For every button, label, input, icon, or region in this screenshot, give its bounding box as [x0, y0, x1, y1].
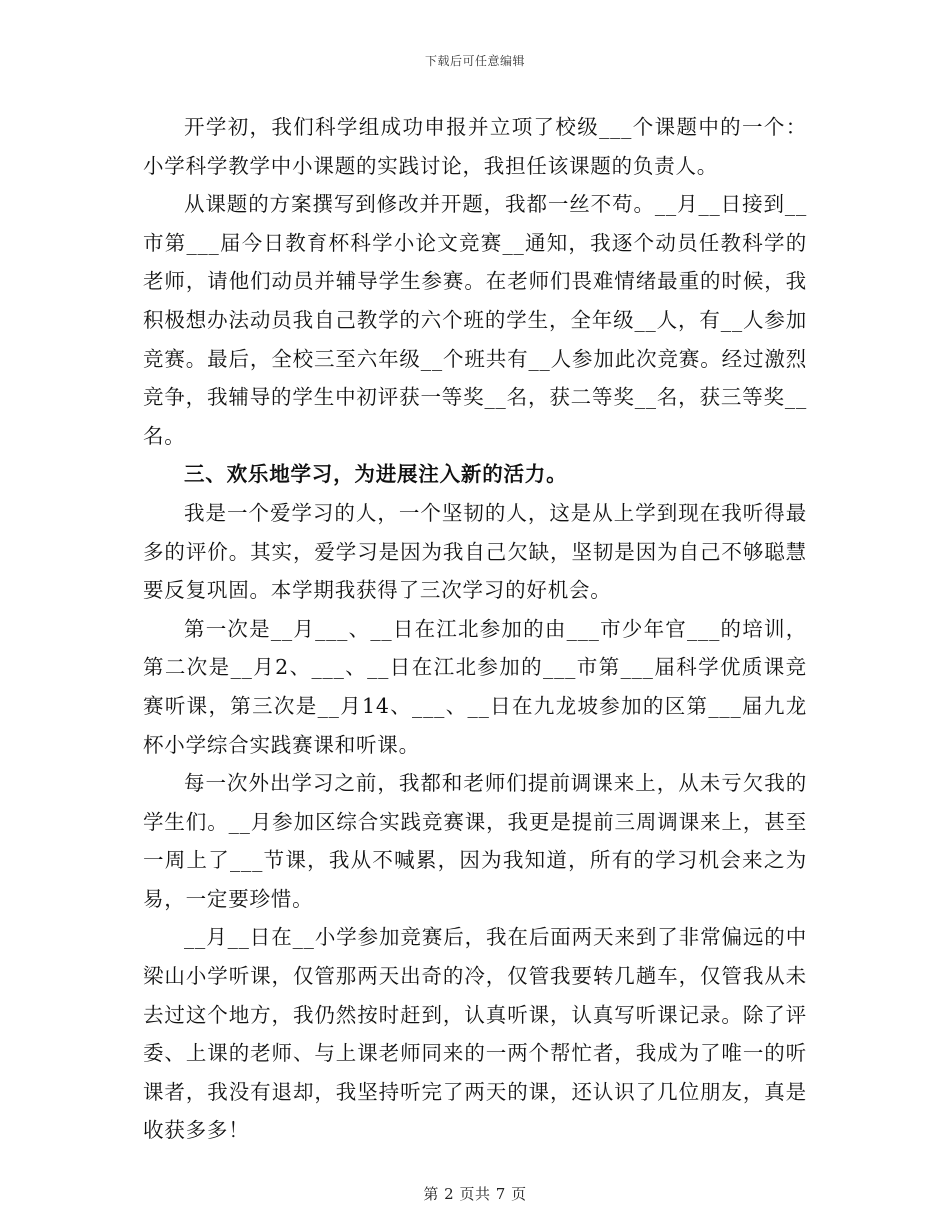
page-number: 第 2 页共 7 页 [423, 1185, 527, 1203]
paragraph-zhongliangshan: __月__日在__小学参加竞赛后，我在后面两天来到了非常偏远的中梁山小学听课，仅管那两天出奇的冷，仅管我要转几趟车，仅管我从未去过这个地方，我仍然按时赶到，认真听课，认真写听课记录。除了评委、上课的老师、与上课老师同来的一两个帮忙者，我成为了唯一的听课者，我没有退却，我坚持听完了两天的课，还认识了几位朋友，真是收获多多！ [143, 925, 807, 1143]
paragraph-sessions: 第一次是__月___、__日在江北参加的由___市少年官___的培训，第二次是__月2、___、__日在江北参加的___市第___届科学优质课竞赛听课，第三次是__月14、___、__日在九龙坡参加的区第___届九龙杯小学综合实践赛课和听课。 [143, 616, 807, 757]
page-header: 下载后可任意编辑 [424, 54, 525, 68]
document-body [143, 108, 807, 1150]
paragraph-competition: 从课题的方案撰写到修改并开题，我都一丝不苟。__月__日接到__市第___届今日教育杯科学小论文竞赛__通知，我逐个动员任教科学的老师，请他们动员并辅导学生参赛。在老师们畏难情绪最重的时候，我积极想办法动员我自己教学的六个班的学生，全年级__人，有__人参加竞赛。最后，全校三至六年级__个班共有__人参加此次竞赛。经过激烈竞争，我辅导的学生中初评获一等奖__名，获二等奖__名，获三等奖__名。 [143, 192, 807, 448]
section-heading: 三、欢乐地学习，为进展注入新的活力。 [184, 462, 568, 487]
paragraph-preparation: 每一次外出学习之前，我都和老师们提前调课来上，从未亏欠我的学生们。__月参加区综合实践竞赛课，我更是提前三周调课来上，甚至一周上了___节课，我从不喊累，因为我知道，所有的学习机会来之为易，一定要珍惜。 [143, 771, 807, 911]
paragraph-project: 开学初，我们科学组成功申报并立项了校级___个课题中的一个：小学科学教学中小课题的实践讨论，我担任该课题的负责人。 [143, 115, 807, 178]
paragraph-learning: 我是一个爱学习的人，一个坚韧的人，这是从上学到现在我听得最多的评价。其实，爱学习是因为我自己欠缺，坚韧是因为自己不够聪慧要反复巩固。本学期我获得了三次学习的好机会。 [143, 500, 807, 603]
